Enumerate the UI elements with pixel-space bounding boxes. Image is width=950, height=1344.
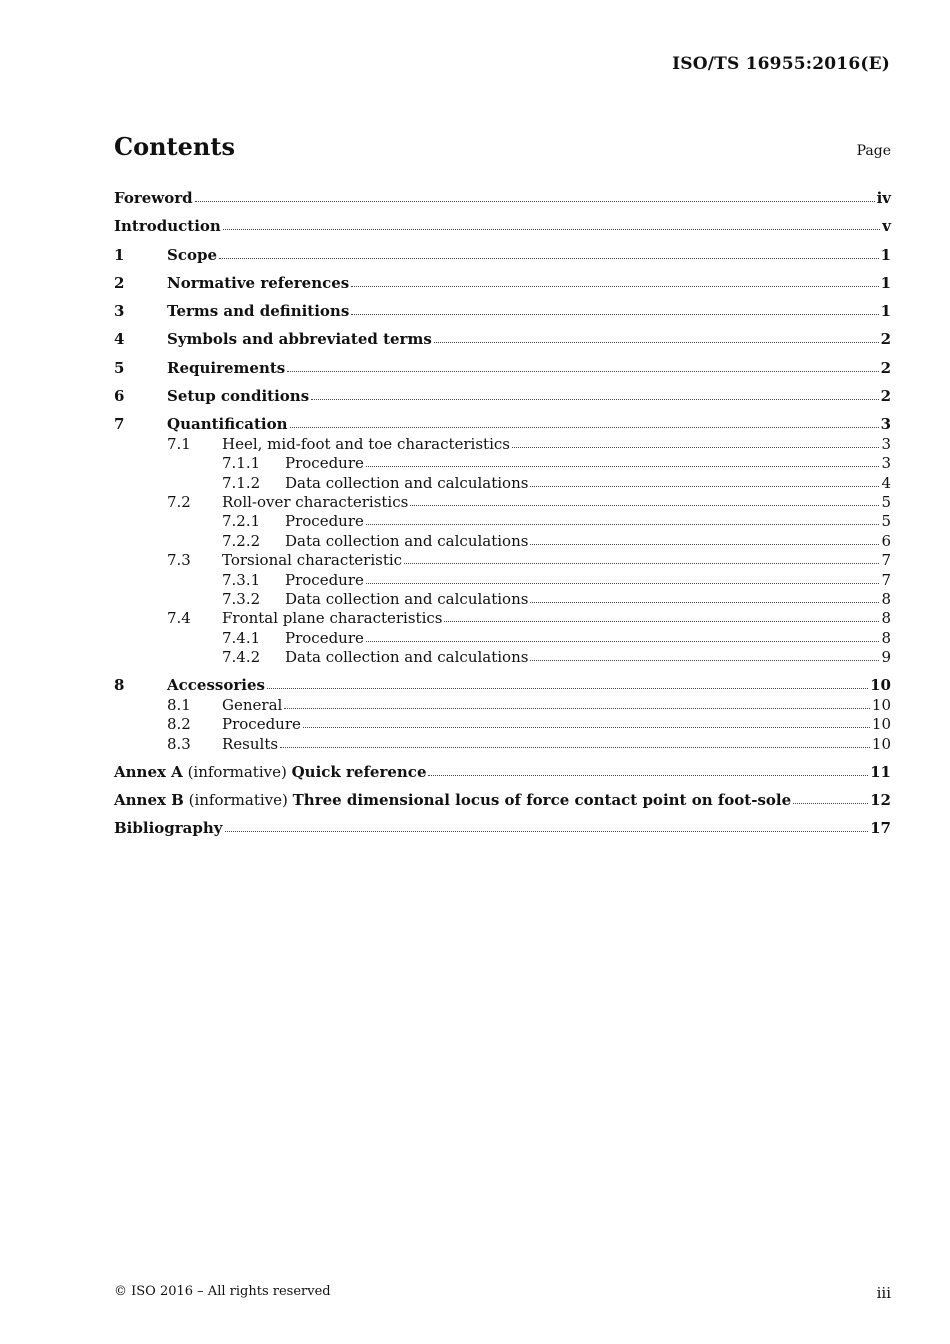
toc-entry-number: 7.2 bbox=[167, 492, 191, 511]
toc-entry-number: 6 bbox=[114, 387, 125, 406]
toc-entry-page: 3 bbox=[880, 415, 891, 434]
dot-leader bbox=[195, 201, 875, 202]
toc-entry[interactable] bbox=[114, 511, 891, 530]
page-column-label: Page bbox=[856, 143, 891, 159]
dot-leader bbox=[351, 286, 878, 287]
toc-entry-page: 4 bbox=[881, 473, 891, 492]
toc-entry-title: Data collection and calculations bbox=[285, 531, 529, 550]
toc-entry-page: 17 bbox=[870, 819, 891, 838]
dot-leader bbox=[225, 831, 869, 832]
toc-entry[interactable] bbox=[114, 299, 891, 320]
toc-entry-number: 7 bbox=[114, 415, 125, 434]
toc-entry[interactable] bbox=[114, 271, 891, 292]
toc-entry-number: 7.2.2 bbox=[222, 531, 261, 550]
toc-entry-page: 1 bbox=[880, 302, 891, 321]
toc-entry-page: 7 bbox=[881, 570, 891, 589]
dot-leader bbox=[428, 775, 868, 776]
contents-heading bbox=[114, 132, 891, 161]
toc-entry-title: Procedure bbox=[222, 715, 301, 734]
dot-leader bbox=[444, 621, 879, 622]
document-id: ISO/TS 16955:2016(E) bbox=[672, 54, 890, 74]
toc-entry-page: 2 bbox=[880, 358, 891, 377]
page-footer bbox=[114, 1284, 891, 1302]
dot-leader bbox=[284, 708, 870, 709]
toc-entry-page: v bbox=[882, 217, 891, 236]
toc-entry-number: 8.3 bbox=[167, 734, 191, 753]
toc-entry-number: 3 bbox=[114, 302, 125, 321]
toc-entry-page: 3 bbox=[881, 434, 891, 453]
toc-entry[interactable] bbox=[114, 816, 891, 837]
page-number: iii bbox=[876, 1284, 891, 1302]
toc-entry-page: 10 bbox=[871, 734, 891, 753]
toc-entry-page: 6 bbox=[881, 531, 891, 550]
toc-entry-title: Procedure bbox=[285, 628, 364, 647]
toc-entry-page: 2 bbox=[880, 330, 891, 349]
annex-title: Quick reference bbox=[291, 762, 427, 781]
dot-leader bbox=[267, 688, 868, 689]
toc-entry-page: 8 bbox=[881, 589, 891, 608]
toc-entry-page: 8 bbox=[881, 628, 891, 647]
toc-entry-title: Data collection and calculations bbox=[285, 589, 529, 608]
annex-label: Annex B bbox=[114, 791, 184, 810]
copyright-notice: © ISO 2016 – All rights reserved bbox=[114, 1284, 331, 1299]
toc-entry[interactable] bbox=[114, 530, 891, 549]
annex-status: (informative) bbox=[182, 762, 292, 781]
toc-entry-title: Procedure bbox=[285, 454, 364, 473]
toc-entry[interactable] bbox=[114, 412, 891, 433]
dot-leader bbox=[530, 544, 879, 545]
toc-entry-page: 9 bbox=[881, 648, 891, 667]
toc-entry-page: 1 bbox=[880, 245, 891, 264]
toc-entry[interactable] bbox=[114, 694, 891, 713]
toc-entry-page: 2 bbox=[880, 387, 891, 406]
toc-entry-title: Accessories bbox=[167, 676, 265, 695]
annex-label: Annex A bbox=[114, 762, 183, 781]
toc-entry[interactable] bbox=[114, 356, 891, 377]
toc-entry[interactable] bbox=[114, 453, 891, 472]
toc-entry[interactable] bbox=[114, 569, 891, 588]
toc-entry[interactable] bbox=[114, 550, 891, 569]
toc-entry[interactable] bbox=[114, 243, 891, 264]
toc-entry-page: 8 bbox=[881, 609, 891, 628]
annex-title: Three dimensional locus of force contact point on foot-sole bbox=[292, 791, 792, 810]
toc-entry-title: Foreword bbox=[114, 189, 193, 207]
toc-entry-title bbox=[114, 791, 791, 809]
table-of-contents bbox=[114, 186, 891, 837]
toc-entry[interactable] bbox=[114, 384, 891, 405]
dot-leader bbox=[512, 447, 879, 448]
dot-leader bbox=[530, 602, 879, 603]
toc-entry-number: 7.3.2 bbox=[222, 589, 261, 608]
toc-entry-title bbox=[114, 763, 426, 781]
toc-entry-page: 10 bbox=[871, 695, 891, 714]
toc-entry-title: Procedure bbox=[285, 512, 364, 531]
toc-entry[interactable] bbox=[114, 673, 891, 694]
dot-leader bbox=[530, 660, 879, 661]
toc-entry-number: 7.4.1 bbox=[222, 628, 261, 647]
toc-entry-number: 7.4.2 bbox=[222, 648, 261, 667]
toc-entry-number: 7.1.2 bbox=[222, 473, 261, 492]
toc-entry-page: 12 bbox=[870, 791, 891, 810]
toc-entry-page: 5 bbox=[881, 512, 891, 531]
toc-entry-page: 11 bbox=[870, 762, 891, 781]
dot-leader bbox=[287, 371, 878, 372]
dot-leader bbox=[290, 427, 879, 428]
dot-leader bbox=[219, 258, 879, 259]
toc-entry[interactable] bbox=[114, 327, 891, 348]
toc-entry-number: 7.4 bbox=[167, 609, 191, 628]
toc-entry-number: 4 bbox=[114, 330, 125, 349]
dot-leader bbox=[366, 583, 880, 584]
toc-entry-title: Roll-over characteristics bbox=[222, 492, 409, 511]
toc-entry-title: Setup conditions bbox=[167, 387, 310, 406]
toc-entry-title: Requirements bbox=[167, 358, 286, 377]
toc-entry-title: Procedure bbox=[285, 570, 364, 589]
toc-entry-title: Frontal plane characteristics bbox=[222, 609, 443, 628]
toc-entry[interactable] bbox=[114, 433, 891, 452]
toc-entry[interactable] bbox=[114, 186, 891, 207]
toc-entry-page: 1 bbox=[880, 273, 891, 292]
toc-entry-page: 10 bbox=[870, 676, 891, 695]
toc-entry-number: 8.2 bbox=[167, 715, 191, 734]
dot-leader bbox=[280, 747, 870, 748]
toc-entry[interactable] bbox=[114, 589, 891, 608]
toc-entry-number: 8.1 bbox=[167, 695, 191, 714]
contents-title: Contents bbox=[114, 132, 235, 161]
toc-entry-number: 7.3 bbox=[167, 551, 191, 570]
dot-leader bbox=[404, 563, 879, 564]
toc-entry-number: 2 bbox=[114, 273, 125, 292]
toc-entry-page: iv bbox=[876, 189, 891, 207]
toc-entry-title: Terms and definitions bbox=[167, 302, 350, 321]
toc-entry-number: 7.3.1 bbox=[222, 570, 261, 589]
dot-leader bbox=[793, 803, 868, 804]
dot-leader bbox=[311, 399, 878, 400]
toc-entry-title: Scope bbox=[167, 245, 218, 264]
toc-entry[interactable] bbox=[114, 714, 891, 733]
dot-leader bbox=[366, 466, 880, 467]
toc-entry[interactable] bbox=[114, 492, 891, 511]
toc-entry-title: Data collection and calculations bbox=[285, 473, 529, 492]
dot-leader bbox=[303, 727, 870, 728]
toc-entry[interactable] bbox=[114, 627, 891, 646]
toc-entry-title: Heel, mid-foot and toe characteristics bbox=[222, 434, 510, 453]
toc-entry[interactable] bbox=[114, 647, 891, 666]
toc-entry-number: 1 bbox=[114, 245, 125, 264]
toc-entry-page: 10 bbox=[871, 715, 891, 734]
toc-entry[interactable] bbox=[114, 608, 891, 627]
toc-entry[interactable] bbox=[114, 733, 891, 752]
toc-entry-number: 7.1 bbox=[167, 434, 191, 453]
annex-status: (informative) bbox=[183, 791, 293, 810]
toc-entry-page: 3 bbox=[881, 454, 891, 473]
dot-leader bbox=[223, 229, 880, 230]
toc-entry[interactable] bbox=[114, 788, 891, 809]
dot-leader bbox=[351, 314, 878, 315]
toc-entry-title: Bibliography bbox=[114, 819, 223, 838]
toc-entry[interactable] bbox=[114, 214, 891, 235]
dot-leader bbox=[366, 524, 880, 525]
toc-entry-title: Quantification bbox=[167, 415, 288, 434]
toc-entry-number: 8 bbox=[114, 676, 125, 695]
toc-entry-number: 7.1.1 bbox=[222, 454, 261, 473]
toc-entry-title: Torsional characteristic bbox=[222, 551, 403, 570]
toc-entry-title: Symbols and abbreviated terms bbox=[167, 330, 432, 349]
toc-entry-title: General bbox=[222, 695, 283, 714]
toc-entry-page: 5 bbox=[881, 492, 891, 511]
toc-entry-title: Data collection and calculations bbox=[285, 648, 529, 667]
toc-entry-title: Normative references bbox=[167, 273, 350, 292]
dot-leader bbox=[410, 505, 879, 506]
dot-leader bbox=[366, 641, 880, 642]
toc-entry[interactable] bbox=[114, 760, 891, 781]
dot-leader bbox=[530, 486, 879, 487]
dot-leader bbox=[434, 342, 879, 343]
toc-entry-number: 5 bbox=[114, 358, 125, 377]
toc-entry-title: Results bbox=[222, 734, 279, 753]
toc-entry-page: 7 bbox=[881, 551, 891, 570]
toc-entry-title: Introduction bbox=[114, 217, 221, 236]
toc-entry[interactable] bbox=[114, 472, 891, 491]
toc-entry-number: 7.2.1 bbox=[222, 512, 261, 531]
